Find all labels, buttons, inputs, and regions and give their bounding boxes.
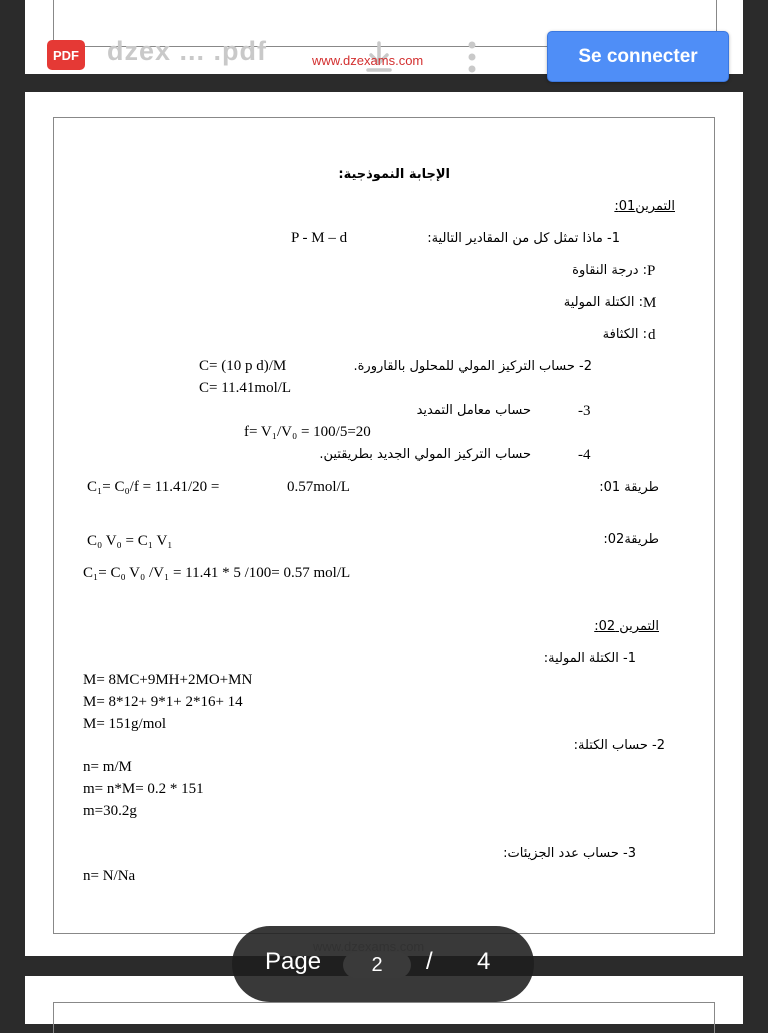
ex1-q3-formula: f= V₁/V₀ = 100/5=20 bbox=[244, 424, 371, 440]
more-options-icon[interactable] bbox=[466, 40, 478, 74]
pdf-page bbox=[25, 92, 743, 956]
d-definition: : الكثافة bbox=[602, 327, 647, 342]
ex1-q2-result: C= 11.41mol/L bbox=[199, 380, 292, 396]
pdf-file-icon: PDF bbox=[47, 40, 85, 70]
exercise-2-heading: التمرين 02: bbox=[594, 619, 659, 634]
ex2-q1-line-1: M= 8MC+9MH+2MO+MN bbox=[83, 672, 253, 688]
ex1-q2: 2- حساب التركيز المولي للمحلول بالقارورة. bbox=[353, 359, 592, 374]
method-2-formula: C₁= C₀ V₀ /V₁ = 11.41 * 5 /100= 0.57 mol/L bbox=[83, 565, 351, 581]
viewer-toolbar bbox=[0, 28, 768, 84]
ex1-q4: حساب التركيز المولي الجديد بطريقتين. bbox=[319, 447, 531, 462]
ex2-q2-line-2: m= n*M= 0.2 * 151 bbox=[83, 781, 204, 797]
watermark-top: www.dzexams.com bbox=[312, 53, 424, 68]
page-separator: / bbox=[426, 948, 433, 975]
ex2-q1-line-2: M= 8*12+ 9*1+ 2*16+ 14 bbox=[83, 694, 243, 710]
m-definition: : الكتلة المولية bbox=[563, 295, 643, 310]
next-page-frame bbox=[53, 1002, 715, 1033]
current-page-number[interactable]: 2 bbox=[343, 952, 411, 978]
file-name: dzex ... .pdf bbox=[107, 36, 268, 66]
ex1-q3: حساب معامل التمديد bbox=[416, 403, 531, 418]
ex1-q3-number: -3 bbox=[578, 403, 591, 419]
ex1-q2-formula: C= (10 p d)/M bbox=[199, 358, 287, 374]
method-1-label: طريقة 01: bbox=[599, 480, 659, 495]
m-symbol: M bbox=[643, 295, 657, 311]
ex2-q2: 2- حساب الكتلة: bbox=[573, 738, 665, 753]
ex2-q3-line-1: n= N/Na bbox=[83, 868, 136, 884]
method-1-result: 0.57mol/L bbox=[287, 479, 350, 495]
ex2-q3: 3- حساب عدد الجزيئات: bbox=[503, 846, 636, 861]
method-2-equation: C₀ V₀ = C₁ V₁ bbox=[87, 533, 173, 549]
ex2-q1-line-3: M= 151g/mol bbox=[83, 716, 167, 732]
page-indicator-label: Page bbox=[265, 948, 322, 975]
answer-title: الإجابة النموذجية: bbox=[338, 167, 450, 182]
page-indicator[interactable] bbox=[232, 926, 534, 1002]
exercise-1-heading: التمرين01: bbox=[614, 199, 675, 214]
method-1-formula: C₁= C₀/f = 11.41/20 = bbox=[87, 479, 220, 495]
ex2-q2-line-1: n= m/M bbox=[83, 759, 132, 775]
total-pages: 4 bbox=[477, 948, 491, 975]
p-symbol: P bbox=[647, 263, 656, 279]
ex1-q1: 1- ماذا تمثل كل من المقادير التالية: bbox=[427, 231, 620, 246]
connect-button[interactable]: Se connecter bbox=[547, 31, 729, 82]
method-2-label: طريقة02: bbox=[603, 532, 659, 547]
ex1-q1-symbols: P - M – d bbox=[291, 230, 348, 246]
ex2-q2-line-3: m=30.2g bbox=[83, 803, 137, 819]
d-symbol: d bbox=[648, 327, 656, 343]
ex1-q4-number: -4 bbox=[578, 447, 591, 463]
ex2-q1: 1- الكتلة المولية: bbox=[543, 651, 636, 666]
p-definition: : درجة النقاوة bbox=[572, 263, 647, 278]
